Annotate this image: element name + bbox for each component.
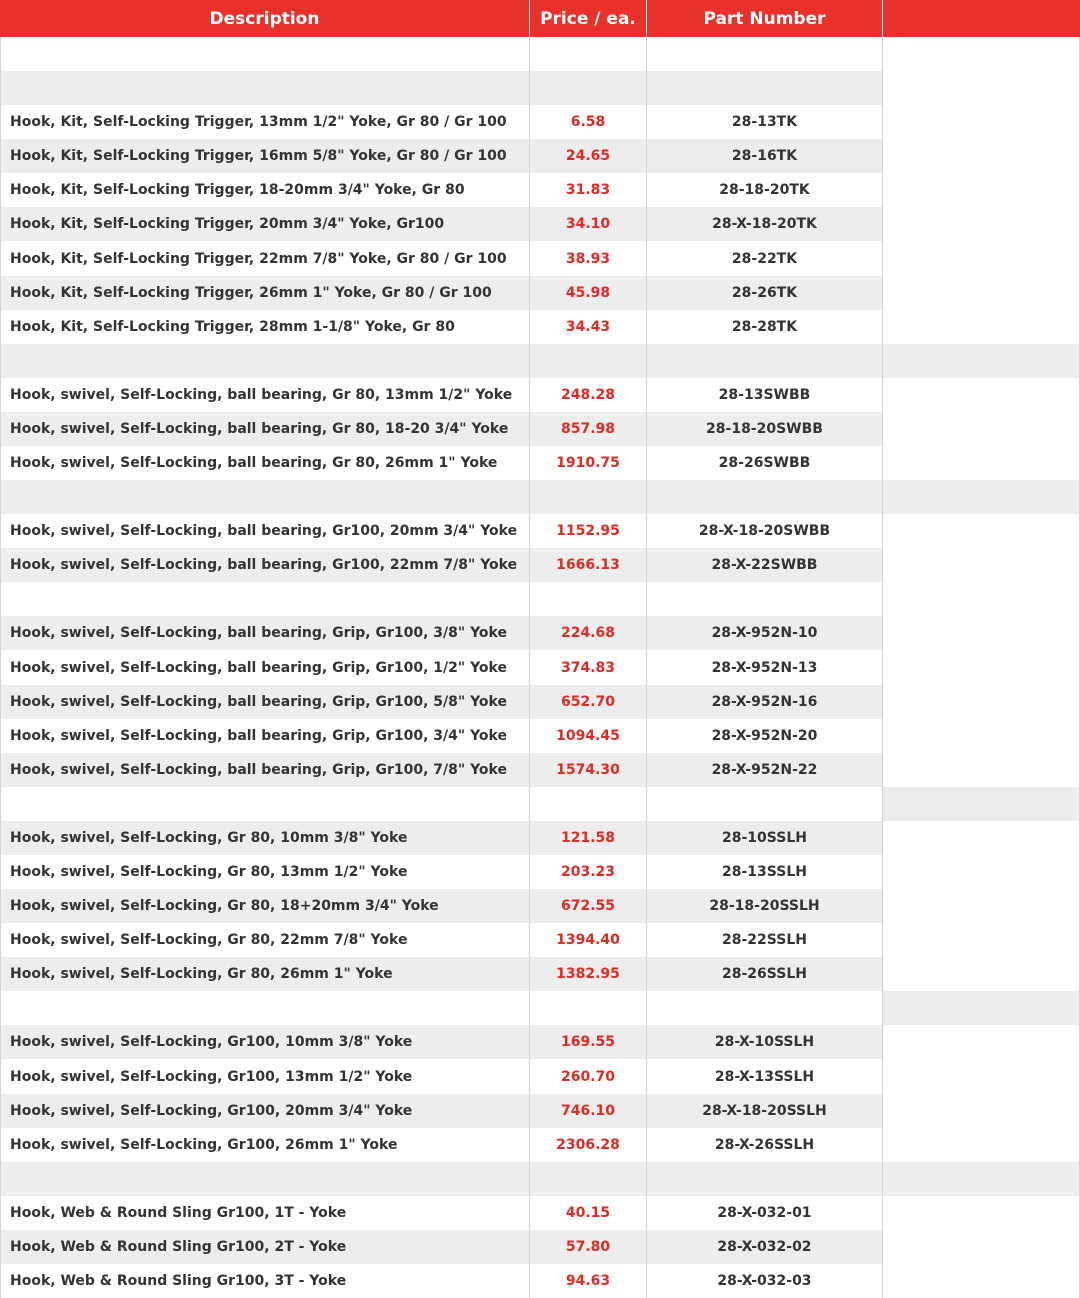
table-row [0,957,1080,991]
description-cell [0,1162,530,1196]
price-cell [530,1162,647,1196]
extra-cell [883,616,1080,650]
table-row [0,548,1080,582]
table-row [0,173,1080,207]
description-cell: Hook, Kit, Self-Locking Trigger, 22mm 7/8" Yoke, Gr 80 / Gr 100 [0,241,530,276]
part-number-cell [647,480,883,514]
extra-cell [883,957,1080,991]
price-cell [530,344,647,378]
table-row [0,821,1080,855]
table-body [0,37,1080,1298]
description-cell: Hook, Kit, Self-Locking Trigger, 16mm 5/8" Yoke, Gr 80 / Gr 100 [0,139,530,173]
part-number-cell [647,991,883,1025]
price-cell: 1094.45 [530,719,647,753]
description-cell: Hook, swivel, Self-Locking, ball bearing, Gr 80, 26mm 1" Yoke [0,446,530,480]
part-number-cell [647,37,883,71]
description-cell [0,344,530,378]
extra-cell [883,787,1080,821]
price-cell [530,991,647,1025]
table-row [0,753,1080,787]
description-cell: Hook, Kit, Self-Locking Trigger, 13mm 1/2" Yoke, Gr 80 / Gr 100 [0,105,530,139]
table-row [0,685,1080,719]
part-number-cell: 28-X-18-20TK [647,207,883,241]
table-row [0,207,1080,241]
table-row [0,139,1080,173]
price-cell [530,582,647,616]
extra-cell [883,344,1080,378]
extra-cell [883,378,1080,412]
table-row [0,310,1080,344]
price-cell: 38.93 [530,241,647,276]
price-cell: 45.98 [530,276,647,310]
price-cell [530,37,647,71]
extra-cell [883,71,1080,105]
extra-cell [883,207,1080,241]
description-cell [0,582,530,616]
part-number-cell: 28-X-032-02 [647,1230,883,1264]
part-number-cell: 28-18-20TK [647,173,883,207]
extra-cell [883,923,1080,957]
part-number-cell: 28-X-032-01 [647,1196,883,1230]
part-number-cell: 28-X-952N-20 [647,719,883,753]
spacer-row [0,344,1080,378]
extra-cell [883,753,1080,787]
price-cell: 248.28 [530,378,647,412]
description-cell: Hook, Web & Round Sling Gr100, 1T - Yoke [0,1196,530,1230]
part-number-cell: 28-X-952N-22 [647,753,883,787]
table-row [0,1025,1080,1059]
extra-cell [883,276,1080,310]
description-cell: Hook, Web & Round Sling Gr100, 3T - Yoke [0,1264,530,1298]
part-number-cell: 28-18-20SSLH [647,889,883,923]
part-number-cell: 28-26TK [647,276,883,310]
description-cell [0,37,530,71]
price-cell: 374.83 [530,650,647,685]
extra-cell [883,685,1080,719]
price-cell: 121.58 [530,821,647,855]
table-row [0,650,1080,685]
description-cell: Hook, swivel, Self-Locking, Gr 80, 22mm 7/8" Yoke [0,923,530,957]
part-number-cell: 28-X-952N-10 [647,616,883,650]
table-row [0,446,1080,480]
description-cell: Hook, Kit, Self-Locking Trigger, 26mm 1" Yoke, Gr 80 / Gr 100 [0,276,530,310]
extra-cell [883,1162,1080,1196]
table-row [0,719,1080,753]
part-number-cell [647,787,883,821]
table-row [0,1094,1080,1128]
part-number-cell: 28-X-032-03 [647,1264,883,1298]
extra-cell [883,1264,1080,1298]
part-number-cell: 28-X-10SSLH [647,1025,883,1059]
part-number-cell [647,1162,883,1196]
description-cell: Hook, swivel, Self-Locking, ball bearing, Grip, Gr100, 7/8" Yoke [0,753,530,787]
description-cell: Hook, swivel, Self-Locking, Gr100, 10mm 3/8" Yoke [0,1025,530,1059]
part-number-cell: 28-X-18-20SWBB [647,514,883,548]
extra-cell [883,310,1080,344]
description-cell: Hook, Kit, Self-Locking Trigger, 28mm 1-1/8" Yoke, Gr 80 [0,310,530,344]
part-number-cell [647,71,883,105]
part-number-cell [647,582,883,616]
part-number-cell: 28-22SSLH [647,923,883,957]
description-cell: Hook, swivel, Self-Locking, Gr 80, 18+20mm 3/4" Yoke [0,889,530,923]
price-cell: 746.10 [530,1094,647,1128]
price-cell: 40.15 [530,1196,647,1230]
price-cell: 203.23 [530,855,647,889]
extra-cell [883,139,1080,173]
table-row [0,1196,1080,1230]
description-cell: Hook, swivel, Self-Locking, Gr 80, 26mm 1" Yoke [0,957,530,991]
extra-cell [883,821,1080,855]
table-row [0,241,1080,276]
table-row [0,1128,1080,1162]
table-row [0,276,1080,310]
header-part-number: Part Number [647,0,883,37]
extra-cell [883,412,1080,446]
part-number-cell: 28-X-26SSLH [647,1128,883,1162]
table-row [0,378,1080,412]
table-row [0,1059,1080,1094]
extra-cell [883,582,1080,616]
description-cell: Hook, swivel, Self-Locking, Gr100, 26mm 1" Yoke [0,1128,530,1162]
price-cell [530,71,647,105]
description-cell: Hook, swivel, Self-Locking, Gr 80, 10mm 3/8" Yoke [0,821,530,855]
price-cell: 1394.40 [530,923,647,957]
extra-cell [883,173,1080,207]
extra-cell [883,548,1080,582]
part-number-cell: 28-X-13SSLH [647,1059,883,1094]
extra-cell [883,37,1080,71]
spacer-row [0,582,1080,616]
description-cell: Hook, swivel, Self-Locking, ball bearing, Grip, Gr100, 3/4" Yoke [0,719,530,753]
spacer-row [0,37,1080,71]
extra-cell [883,1094,1080,1128]
table-row [0,1264,1080,1298]
extra-cell [883,650,1080,685]
part-number-cell: 28-16TK [647,139,883,173]
extra-cell [883,446,1080,480]
table-row [0,1230,1080,1264]
description-cell: Hook, swivel, Self-Locking, ball bearing, Grip, Gr100, 3/8" Yoke [0,616,530,650]
description-cell: Hook, swivel, Self-Locking, Gr 80, 13mm 1/2" Yoke [0,855,530,889]
extra-cell [883,1025,1080,1059]
part-number-cell: 28-26SSLH [647,957,883,991]
part-number-cell: 28-13TK [647,105,883,139]
extra-cell [883,889,1080,923]
extra-cell [883,1128,1080,1162]
description-cell [0,480,530,514]
description-cell: Hook, swivel, Self-Locking, Gr100, 13mm 1/2" Yoke [0,1059,530,1094]
description-cell [0,71,530,105]
part-number-cell: 28-X-952N-13 [647,650,883,685]
extra-cell [883,241,1080,276]
table-row [0,616,1080,650]
description-cell: Hook, swivel, Self-Locking, ball bearing, Grip, Gr100, 1/2" Yoke [0,650,530,685]
description-cell: Hook, swivel, Self-Locking, ball bearing, Gr 80, 18-20 3/4" Yoke [0,412,530,446]
part-number-cell: 28-26SWBB [647,446,883,480]
part-number-cell [647,344,883,378]
price-cell [530,787,647,821]
extra-cell [883,514,1080,548]
extra-cell [883,480,1080,514]
part-number-cell: 28-X-18-20SSLH [647,1094,883,1128]
part-number-cell: 28-13SWBB [647,378,883,412]
part-number-cell: 28-18-20SWBB [647,412,883,446]
part-number-cell: 28-13SSLH [647,855,883,889]
header-price: Price / ea. [530,0,647,37]
spacer-row [0,991,1080,1025]
header-description: Description [0,0,530,37]
description-cell: Hook, swivel, Self-Locking, ball bearing, Grip, Gr100, 5/8" Yoke [0,685,530,719]
price-cell: 1910.75 [530,446,647,480]
table-row [0,105,1080,139]
price-cell: 34.10 [530,207,647,241]
header-extra [883,0,1080,37]
price-cell: 652.70 [530,685,647,719]
extra-cell [883,105,1080,139]
table-row [0,855,1080,889]
price-cell: 31.83 [530,173,647,207]
extra-cell [883,1059,1080,1094]
description-cell: Hook, swivel, Self-Locking, ball bearing, Gr100, 22mm 7/8" Yoke [0,548,530,582]
extra-cell [883,991,1080,1025]
price-cell: 24.65 [530,139,647,173]
price-cell: 224.68 [530,616,647,650]
table-row [0,923,1080,957]
price-cell: 169.55 [530,1025,647,1059]
description-cell: Hook, Web & Round Sling Gr100, 2T - Yoke [0,1230,530,1264]
description-cell: Hook, swivel, Self-Locking, ball bearing, Gr100, 20mm 3/4" Yoke [0,514,530,548]
description-cell: Hook, Kit, Self-Locking Trigger, 20mm 3/4" Yoke, Gr100 [0,207,530,241]
part-number-cell: 28-X-22SWBB [647,548,883,582]
price-cell: 1382.95 [530,957,647,991]
table-row [0,889,1080,923]
spacer-row [0,787,1080,821]
description-cell: Hook, swivel, Self-Locking, ball bearing, Gr 80, 13mm 1/2" Yoke [0,378,530,412]
price-cell: 6.58 [530,105,647,139]
extra-cell [883,719,1080,753]
price-cell: 94.63 [530,1264,647,1298]
part-number-cell: 28-22TK [647,241,883,276]
description-cell [0,991,530,1025]
extra-cell [883,1196,1080,1230]
price-cell: 260.70 [530,1059,647,1094]
price-cell: 57.80 [530,1230,647,1264]
price-cell: 34.43 [530,310,647,344]
price-cell: 1574.30 [530,753,647,787]
spacer-row [0,1162,1080,1196]
table-row [0,412,1080,446]
description-cell [0,787,530,821]
price-cell: 672.55 [530,889,647,923]
spacer-row [0,71,1080,105]
part-number-cell: 28-28TK [647,310,883,344]
description-cell: Hook, Kit, Self-Locking Trigger, 18-20mm 3/4" Yoke, Gr 80 [0,173,530,207]
price-cell: 857.98 [530,412,647,446]
table-header [0,0,1080,37]
extra-cell [883,855,1080,889]
price-cell: 1666.13 [530,548,647,582]
price-cell: 2306.28 [530,1128,647,1162]
price-cell: 1152.95 [530,514,647,548]
description-cell: Hook, swivel, Self-Locking, Gr100, 20mm 3/4" Yoke [0,1094,530,1128]
table-row [0,514,1080,548]
price-cell [530,480,647,514]
spacer-row [0,480,1080,514]
part-number-cell: 28-X-952N-16 [647,685,883,719]
part-number-cell: 28-10SSLH [647,821,883,855]
extra-cell [883,1230,1080,1264]
